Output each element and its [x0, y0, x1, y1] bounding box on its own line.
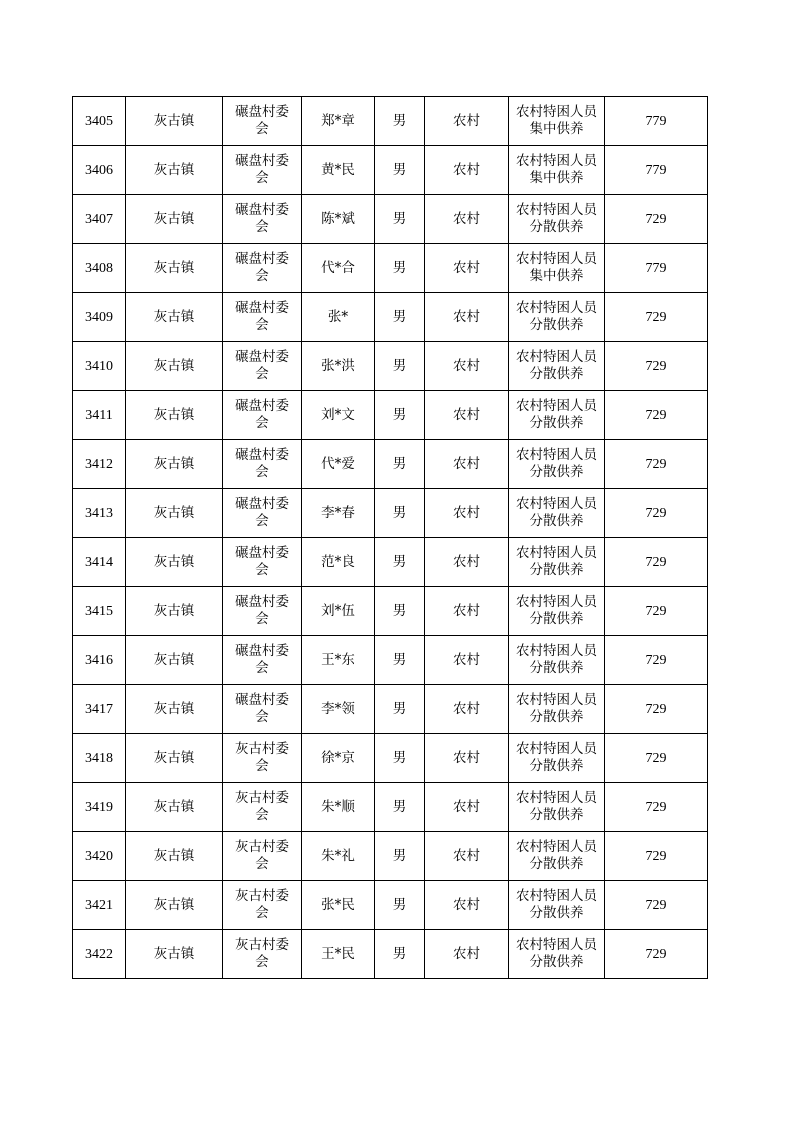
- row-number-cell: 3414: [73, 538, 126, 587]
- amount-cell: 729: [605, 930, 708, 979]
- village-committee-cell: 灰古村委会: [223, 881, 302, 930]
- support-category-cell: 农村特困人员集中供养: [509, 244, 605, 293]
- village-committee-cell: 碾盘村委会: [223, 244, 302, 293]
- amount-cell: 729: [605, 832, 708, 881]
- table-row: [73, 391, 708, 440]
- table-row: [73, 146, 708, 195]
- table-row: [73, 587, 708, 636]
- amount-cell: 779: [605, 97, 708, 146]
- gender-cell: 男: [375, 881, 425, 930]
- person-name-cell: 陈*斌: [302, 195, 375, 244]
- amount-cell: 729: [605, 783, 708, 832]
- support-category-cell: 农村特困人员分散供养: [509, 391, 605, 440]
- village-committee-cell: 碾盘村委会: [223, 538, 302, 587]
- town-cell: 灰古镇: [126, 440, 223, 489]
- area-type-cell: 农村: [425, 97, 509, 146]
- support-category-cell: 农村特困人员分散供养: [509, 587, 605, 636]
- town-cell: 灰古镇: [126, 783, 223, 832]
- support-category-cell: 农村特困人员分散供养: [509, 832, 605, 881]
- gender-cell: 男: [375, 195, 425, 244]
- area-type-cell: 农村: [425, 685, 509, 734]
- area-type-cell: 农村: [425, 146, 509, 195]
- village-committee-cell: 灰古村委会: [223, 734, 302, 783]
- gender-cell: 男: [375, 636, 425, 685]
- table-row: [73, 244, 708, 293]
- gender-cell: 男: [375, 342, 425, 391]
- row-number-cell: 3408: [73, 244, 126, 293]
- support-category-cell: 农村特困人员分散供养: [509, 930, 605, 979]
- amount-cell: 729: [605, 293, 708, 342]
- support-category-cell: 农村特困人员分散供养: [509, 195, 605, 244]
- village-committee-cell: 灰古村委会: [223, 832, 302, 881]
- person-name-cell: 代*爱: [302, 440, 375, 489]
- village-committee-cell: 灰古村委会: [223, 930, 302, 979]
- area-type-cell: 农村: [425, 244, 509, 293]
- person-name-cell: 王*东: [302, 636, 375, 685]
- area-type-cell: 农村: [425, 391, 509, 440]
- town-cell: 灰古镇: [126, 832, 223, 881]
- person-name-cell: 代*合: [302, 244, 375, 293]
- support-category-cell: 农村特困人员集中供养: [509, 146, 605, 195]
- row-number-cell: 3412: [73, 440, 126, 489]
- table-row: [73, 342, 708, 391]
- town-cell: 灰古镇: [126, 293, 223, 342]
- amount-cell: 729: [605, 881, 708, 930]
- town-cell: 灰古镇: [126, 685, 223, 734]
- row-number-cell: 3417: [73, 685, 126, 734]
- town-cell: 灰古镇: [126, 930, 223, 979]
- area-type-cell: 农村: [425, 783, 509, 832]
- village-committee-cell: 碾盘村委会: [223, 587, 302, 636]
- gender-cell: 男: [375, 489, 425, 538]
- gender-cell: 男: [375, 244, 425, 293]
- support-category-cell: 农村特困人员分散供养: [509, 685, 605, 734]
- area-type-cell: 农村: [425, 636, 509, 685]
- town-cell: 灰古镇: [126, 587, 223, 636]
- row-number-cell: 3419: [73, 783, 126, 832]
- village-committee-cell: 碾盘村委会: [223, 195, 302, 244]
- person-name-cell: 张*: [302, 293, 375, 342]
- support-category-cell: 农村特困人员分散供养: [509, 440, 605, 489]
- town-cell: 灰古镇: [126, 342, 223, 391]
- area-type-cell: 农村: [425, 930, 509, 979]
- gender-cell: 男: [375, 293, 425, 342]
- support-category-cell: 农村特困人员分散供养: [509, 489, 605, 538]
- row-number-cell: 3420: [73, 832, 126, 881]
- area-type-cell: 农村: [425, 195, 509, 244]
- row-number-cell: 3422: [73, 930, 126, 979]
- table-row: [73, 930, 708, 979]
- support-category-cell: 农村特困人员分散供养: [509, 734, 605, 783]
- village-committee-cell: 碾盘村委会: [223, 97, 302, 146]
- person-name-cell: 李*春: [302, 489, 375, 538]
- town-cell: 灰古镇: [126, 244, 223, 293]
- amount-cell: 779: [605, 244, 708, 293]
- row-number-cell: 3410: [73, 342, 126, 391]
- table-row: [73, 489, 708, 538]
- person-name-cell: 刘*文: [302, 391, 375, 440]
- person-name-cell: 郑*章: [302, 97, 375, 146]
- village-committee-cell: 碾盘村委会: [223, 489, 302, 538]
- person-name-cell: 张*洪: [302, 342, 375, 391]
- village-committee-cell: 碾盘村委会: [223, 391, 302, 440]
- town-cell: 灰古镇: [126, 195, 223, 244]
- village-committee-cell: 灰古村委会: [223, 783, 302, 832]
- amount-cell: 729: [605, 685, 708, 734]
- row-number-cell: 3406: [73, 146, 126, 195]
- gender-cell: 男: [375, 783, 425, 832]
- table-row: [73, 636, 708, 685]
- area-type-cell: 农村: [425, 293, 509, 342]
- row-number-cell: 3413: [73, 489, 126, 538]
- table-row: [73, 97, 708, 146]
- person-name-cell: 范*良: [302, 538, 375, 587]
- gender-cell: 男: [375, 587, 425, 636]
- support-category-cell: 农村特困人员分散供养: [509, 293, 605, 342]
- table-row: [73, 832, 708, 881]
- person-name-cell: 黄*民: [302, 146, 375, 195]
- support-category-cell: 农村特困人员集中供养: [509, 97, 605, 146]
- amount-cell: 729: [605, 342, 708, 391]
- amount-cell: 729: [605, 734, 708, 783]
- table-row: [73, 440, 708, 489]
- person-name-cell: 朱*顺: [302, 783, 375, 832]
- row-number-cell: 3415: [73, 587, 126, 636]
- row-number-cell: 3421: [73, 881, 126, 930]
- row-number-cell: 3409: [73, 293, 126, 342]
- support-category-cell: 农村特困人员分散供养: [509, 342, 605, 391]
- town-cell: 灰古镇: [126, 146, 223, 195]
- amount-cell: 779: [605, 146, 708, 195]
- village-committee-cell: 碾盘村委会: [223, 636, 302, 685]
- person-name-cell: 刘*伍: [302, 587, 375, 636]
- row-number-cell: 3416: [73, 636, 126, 685]
- gender-cell: 男: [375, 391, 425, 440]
- support-category-cell: 农村特困人员分散供养: [509, 538, 605, 587]
- village-committee-cell: 碾盘村委会: [223, 146, 302, 195]
- table-body: [73, 97, 708, 979]
- gender-cell: 男: [375, 930, 425, 979]
- town-cell: 灰古镇: [126, 489, 223, 538]
- area-type-cell: 农村: [425, 881, 509, 930]
- village-committee-cell: 碾盘村委会: [223, 685, 302, 734]
- gender-cell: 男: [375, 832, 425, 881]
- town-cell: 灰古镇: [126, 97, 223, 146]
- village-committee-cell: 碾盘村委会: [223, 293, 302, 342]
- amount-cell: 729: [605, 195, 708, 244]
- person-name-cell: 朱*礼: [302, 832, 375, 881]
- table-row: [73, 783, 708, 832]
- amount-cell: 729: [605, 587, 708, 636]
- gender-cell: 男: [375, 538, 425, 587]
- support-category-cell: 农村特困人员分散供养: [509, 636, 605, 685]
- gender-cell: 男: [375, 685, 425, 734]
- area-type-cell: 农村: [425, 832, 509, 881]
- area-type-cell: 农村: [425, 587, 509, 636]
- amount-cell: 729: [605, 489, 708, 538]
- table-row: [73, 685, 708, 734]
- table-row: [73, 538, 708, 587]
- row-number-cell: 3411: [73, 391, 126, 440]
- town-cell: 灰古镇: [126, 734, 223, 783]
- area-type-cell: 农村: [425, 342, 509, 391]
- gender-cell: 男: [375, 146, 425, 195]
- row-number-cell: 3407: [73, 195, 126, 244]
- area-type-cell: 农村: [425, 538, 509, 587]
- table-row: [73, 293, 708, 342]
- town-cell: 灰古镇: [126, 636, 223, 685]
- table-row: [73, 195, 708, 244]
- person-name-cell: 张*民: [302, 881, 375, 930]
- amount-cell: 729: [605, 636, 708, 685]
- table-row: [73, 734, 708, 783]
- town-cell: 灰古镇: [126, 881, 223, 930]
- person-name-cell: 李*领: [302, 685, 375, 734]
- person-name-cell: 徐*京: [302, 734, 375, 783]
- row-number-cell: 3405: [73, 97, 126, 146]
- village-committee-cell: 碾盘村委会: [223, 440, 302, 489]
- support-category-cell: 农村特困人员分散供养: [509, 881, 605, 930]
- amount-cell: 729: [605, 440, 708, 489]
- support-category-cell: 农村特困人员分散供养: [509, 783, 605, 832]
- table-row: [73, 881, 708, 930]
- gender-cell: 男: [375, 97, 425, 146]
- village-committee-cell: 碾盘村委会: [223, 342, 302, 391]
- amount-cell: 729: [605, 391, 708, 440]
- person-name-cell: 王*民: [302, 930, 375, 979]
- town-cell: 灰古镇: [126, 538, 223, 587]
- gender-cell: 男: [375, 734, 425, 783]
- area-type-cell: 农村: [425, 440, 509, 489]
- area-type-cell: 农村: [425, 734, 509, 783]
- town-cell: 灰古镇: [126, 391, 223, 440]
- beneficiary-table: [72, 96, 708, 979]
- row-number-cell: 3418: [73, 734, 126, 783]
- gender-cell: 男: [375, 440, 425, 489]
- area-type-cell: 农村: [425, 489, 509, 538]
- amount-cell: 729: [605, 538, 708, 587]
